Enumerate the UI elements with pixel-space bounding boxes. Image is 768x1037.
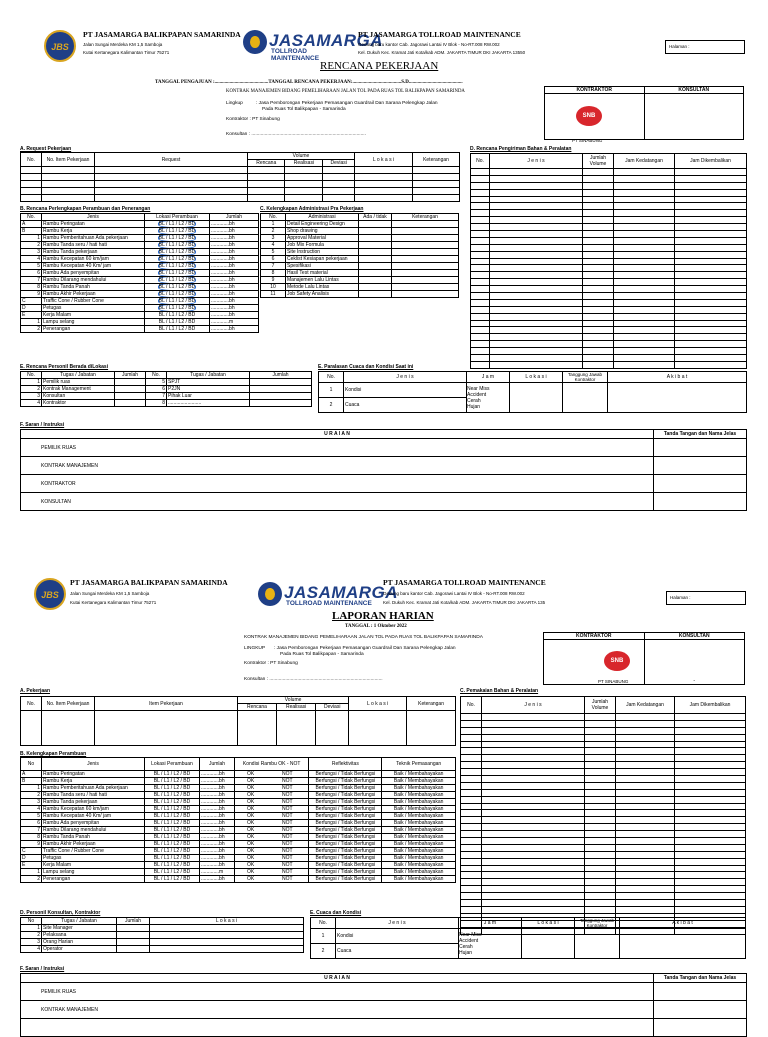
snb-logo: SNB [576,106,602,126]
company-right-addr1: Gedung baru kantor Cab. Jagorawi Lantai IV Blok - No-RT.008 RW.002 [383,591,525,596]
col-jumlah: Jumlah Volume [583,154,614,169]
lingkup-label: Lingkup [226,101,243,106]
table-row: 4 Rambu Kecepatan 60 km/jam BL / L1 / L2 / BD .............bh OK NOT Berfungsi / Tidak Berfungsi Baik / Membahayakan [21,806,456,813]
col-volume: Volume [248,153,355,160]
table-row [461,714,746,721]
col-tugas-2: Tugas / Jabatan [167,372,250,379]
col-no: No [21,918,42,925]
col-lokasi: L o k a s i [510,372,563,383]
company-left-addr1: Jalan Sungai Merdeka KM 1,5 Samboja [70,591,150,596]
konsultan-line: Konsultan : ...................................................................................... [226,132,366,137]
col-kondisi: Kondisi Rambu OK - NOT [235,758,309,771]
col-lokasi: L o k a s i [150,918,304,925]
snb-logo: SNB [604,651,630,671]
table-row: 9 Rambu Akhir Pekerjaan BL / L1 / L2 / BD .............bh OK NOT Berfungsi / Tidak Berfungsi Baik / Membahayakan [21,841,456,848]
lingkup-value: : Jasa Pemborongan Pekerjaan Pemasangan Guardrail Dan Sarana Pelengkap Jalan [274,646,456,651]
col-teknik: Teknik Pemasangan [382,758,456,771]
table-row [461,844,746,851]
table-row [461,865,746,872]
col-keterangan: Keterangan [392,214,459,221]
personil-konsultan-table [20,917,304,953]
halaman-label: Halaman : [670,595,691,600]
table-row: PEMILIK RUAS [21,983,747,1001]
col-realisasi: Realisasi [285,160,323,167]
table-row [461,741,746,748]
col-no: No. [21,372,42,379]
col-jumlah: Jumlah [115,372,146,379]
table-row: D Petugas BL / L1 / L2 / BD .............bh [21,305,259,312]
col-dikembalikan: Jam Dikembalikan [675,697,746,714]
col-item-pekerjaan: Item Pekerjaan [95,697,238,711]
table-row: 1 Lampu selang BL / L1 / L2 / BD .............m OK NOT Berfungsi / Tidak Berfungsi Baik / Membahayakan [21,869,456,876]
col-administrasi: Administrasi [286,214,359,221]
lingkup-value-2: Pada Ruas Tol Balikpapan - Samarinda [262,107,346,112]
table-row: 4 Job Mix Formula [261,242,459,249]
table-row: B Rambu Kerja BL / L1 / L2 / BD .............bh OK NOT Berfungsi / Tidak Berfungsi Baik / Membahayakan [21,778,456,785]
page-title: LAPORAN HARIAN [332,610,434,622]
table-row: 7 Spesifikasi [261,263,459,270]
col-jenis: Jenis [42,214,145,221]
section-a-title: A. Request Pekerjaan [20,146,72,152]
table-row: A Rambu Peringatan BL / L1 / L2 / BD .............bh [21,221,259,228]
table-row: PEMILIK RUAS [21,439,747,457]
col-jumlah: Jumlah [210,214,259,221]
date-line: TANGGAL PENGAJUAN :...........................................TANGGAL RENCANA PEKERJAAN:.......................................S.D........................................... [155,80,463,85]
halaman-box [666,591,746,605]
table-row [461,782,746,789]
table-row: 3 Orang Harian [21,939,304,946]
col-jumlah-2: Jumlah [250,372,312,379]
table-row [461,810,746,817]
table-row [461,851,746,858]
table-row: KONTRAK MANAJEMEN [21,457,747,475]
kontraktor-line: Kontraktor : PT Sinabung [244,661,298,666]
table-row [461,900,746,907]
col-uraian: U R A I A N [21,430,654,439]
col-jumlah: Jumlah Volume [585,697,616,714]
col-no: No. [21,153,42,167]
table-row: 1 Rambu Pemberitahuan Ada pekerjaan BL / L1 / L2 / BD .............bh [21,235,259,242]
col-volume: Volume [238,697,349,704]
table-row [461,893,746,900]
col-lokasi: Lokasi Perambuan [145,214,210,221]
table-row [461,776,746,783]
company-right-name: PT JASAMARGA TOLLROAD MAINTENANCE [383,578,546,587]
table-row [21,1019,747,1037]
snb-name: PT SINABUNG [572,138,603,143]
col-rencana: Rencana [238,704,277,711]
table-row [461,824,746,831]
col-dikembalikan: Jam Dikembalikan [675,154,747,169]
table-row [461,727,746,734]
table-row: 4 Kontraktor 8 ........................ [21,400,312,407]
col-jenis: J e n i s [482,697,585,714]
company-left-addr2: Kutai Kertanegara Kalimantan Timur 75271 [70,600,157,605]
col-jenis: J e n i s [344,372,467,383]
table-row [21,711,456,746]
table-row: 9 Rambu Akhir Pekerjaan BL / L1 / L2 / BD .............bh [21,291,259,298]
table-row [461,838,746,845]
col-request: Request [95,153,248,167]
lingkup-value: : Jasa Pemborongan Pekerjaan Pemasangan Guardrail Dan Sarana Pelengkap Jalan [256,101,438,106]
col-no: No [21,758,42,771]
cuaca-table: No. J e n i s J a m L o k a s i Tanggung Jawab Kontraktor A k i b a t 1 Kondisi Near Miss Accident Cerah Hujan 2 Cuaca [318,371,747,413]
company-right-addr1: Gedung baru kantor Cab. Jagorawi Lantai IV Blok - No-RT.008 RW.002 [358,42,500,47]
table-row: 6 Ceklist Kesiapan pekerjaan [261,256,459,263]
col-jenis: J e n i s [336,918,459,929]
table-row: 9 Manajemen Lalu Lintas [261,277,459,284]
col-ttd: Tanda Tangan dan Nama Jelas [654,430,747,439]
tanggal-line: TANGGAL : 1 Oktober 2022 [345,624,407,629]
col-ada-tidak: Ada / tidak [359,214,392,221]
table-row: 5 Rambu Kecepatan 40 Km/ jam BL / L1 / L2 / BD .............bh [21,263,259,270]
col-keterangan: Keterangan [407,697,456,711]
col-no: No. [471,154,490,169]
col-lokasi: L o k a s i [354,153,412,167]
col-akibat: A k i b a t [608,372,747,383]
col-deviasi: Deviasi [323,160,355,167]
col-ttd: Tanda Tangan dan Nama Jelas [654,974,747,983]
section-d-title: D. Personil Konsultan, Kontraktor [20,910,101,916]
col-tugas: Tugas / Jabatan [42,372,115,379]
section-e-title: E. Cuaca dan Kondisi [310,910,362,916]
col-uraian: U R A I A N [21,974,654,983]
table-row: 10 Metode Lalu Lintas [261,284,459,291]
table-row: 3 Approval Material [261,235,459,242]
col-no: No. [311,918,336,929]
table-row: B Rambu Kerja BL / L1 / L2 / BD .............bh [21,228,259,235]
col-realisasi: Realisasi [276,704,315,711]
col-no: No. [319,372,344,383]
company-left-name: PT JASAMARGA BALIKPAPAN SAMARINDA [70,578,228,587]
col-deviasi: Deviasi [316,704,349,711]
table-row: 2 Pelaksana [21,932,304,939]
table-row: 2 Penerangan BL / L1 / L2 / BD .............bh OK NOT Berfungsi / Tidak Berfungsi Baik / Membahayakan [21,876,456,883]
company-left-name: PT JASAMARGA BALIKPAPAN SAMARINDA [83,30,241,39]
table-row: 11 Job Safety Analisis [261,291,459,298]
halaman-label: Halaman : [669,44,690,49]
col-tanggung-jawab: Tanggung Jawab Kontraktor [563,372,608,383]
col-jam: J a m [459,918,522,929]
col-tanggung-jawab: Tanggung Jawab Kontraktor [575,918,620,929]
table-row: 1 Detail Engineering Design [261,221,459,228]
table-row: 1 Pemilik ruas 5 SPJT [21,379,312,386]
table-row: 3 Rambu Tanda pekerjaan BL / L1 / L2 / BD .............bh OK NOT Berfungsi / Tidak Berfungsi Baik / Membahayakan [21,799,456,806]
table-row [461,789,746,796]
table-row: 2 Rambu Tanda seru / hati hati BL / L1 / L2 / BD .............bh OK NOT Berfungsi / Tidak Berfungsi Baik / Membahayakan [21,792,456,799]
col-no: No. [21,697,42,711]
section-c-title: C. Pemakaian Bahan & Peralatan [460,688,539,694]
table-row: 3 Rambu Tanda pekerjaan BL / L1 / L2 / BD .............bh [21,249,259,256]
col-lokasi: L o k a s i [522,918,575,929]
table-row: KONTRAKTOR [21,475,747,493]
col-no: No. [21,214,42,221]
table-row [461,803,746,810]
table-row: A Rambu Peringatan BL / L1 / L2 / BD .............bh OK NOT Berfungsi / Tidak Berfungsi Baik / Membahayakan [21,771,456,778]
table-row: 7 Rambu Dilarang mendahului BL / L1 / L2 / BD .............bh OK NOT Berfungsi / Tidak Berfungsi Baik / Membahayakan [21,827,456,834]
col-reflektivitas: Reflektivitas [309,758,382,771]
col-no: No. [261,214,286,221]
lingkup-value-2: Pada Ruas Tol Balikpapan - Samarinda [280,652,364,657]
table-row: 1 Rambu Pemberitahuan Ada pekerjaan BL / L1 / L2 / BD .............bh OK NOT Berfungsi / Tidak Berfungsi Baik / Membahayakan [21,785,456,792]
kelengkapan-perambuan-table [20,757,456,883]
table-row: 6 Rambu Ada penyempitan BL / L1 / L2 / BD .............bh OK NOT Berfungsi / Tidak Berfungsi Baik / Membahayakan [21,820,456,827]
table-row: 2 Kontrak Management 6 P2JN [21,386,312,393]
table-row: 4 Rambu Kecepatan 60 km/jam BL / L1 / L2 / BD .............bh [21,256,259,263]
kontrak-line: KONTRAK MANAJEMEN BIDANG PEMELIHARAAN JALAN TOL PADA RUAS TOL BALIKPAPAN SAMARINDA [226,89,465,94]
col-jumlah: Jumlah [200,758,235,771]
col-jumlah: Jumlah [117,918,150,925]
pekerjaan-table [20,696,456,746]
col-no-2: No. [146,372,167,379]
section-d-title: D. Rencana Pengiriman Bahan & Peralatan [470,146,572,152]
table-row: D Petugas BL / L1 / L2 / BD .............bh OK NOT Berfungsi / Tidak Berfungsi Baik / Membahayakan [21,855,456,862]
col-jenis: J e n i s [490,154,583,169]
col-no: No. [461,697,482,714]
page-title: RENCANA PEKERJAAN [320,60,439,72]
table-row [461,879,746,886]
table-row: E Kerja Malam BL / L1 / L2 / BD .............bh [21,312,259,319]
jasamarga-logo: JASAMARGA TOLLROAD MAINTENANCE [258,580,378,610]
col-kedatangan: Jam Kedatangan [616,697,675,714]
konsultan-line: Konsultan : ..................................................................................... [244,677,383,682]
company-left-addr1: Jalan Sungai Merdeka KM 1,5 Samboja [83,42,163,47]
table-row [461,796,746,803]
table-row: 2 Rambu Tanda seru / hati hati BL / L1 / L2 / BD .............bh [21,242,259,249]
sign-kontraktor-header: KONTRAKTOR [545,87,645,94]
table-row: 6 Rambu Ada penyempitan BL / L1 / L2 / BD .............bh [21,270,259,277]
col-rencana: Rencana [248,160,285,167]
table-row: 5 Rambu Kecepatan 40 Km/ jam BL / L1 / L2 / BD .............bh OK NOT Berfungsi / Tidak Berfungsi Baik / Membahayakan [21,813,456,820]
col-tugas: Tugas / Jabatan [42,918,117,925]
section-a-title: A. Pekerjaan [20,688,51,694]
company-left-addr2: Kutai Kertanegara Kalimantan Timur 75271 [83,50,170,55]
col-kedatangan: Jam Kedatangan [614,154,675,169]
col-item: No. Item Pekerjaan [42,153,95,167]
jbs-logo: JBS [34,578,66,610]
table-row: KONSULTAN [21,493,747,511]
section-b-title: B. Kelengkapan Perambuan [20,751,87,757]
col-lokasi: L o k a s i [349,697,407,711]
table-row: C Traffic Cone / Rubber Cone BL / L1 / L2 / BD .............bh OK NOT Berfungsi / Tidak Berfungsi Baik / Membahayakan [21,848,456,855]
table-row [461,886,746,893]
table-row [461,748,746,755]
cuaca-kondisi-table: No. J e n i s J a m L o k a s i Tanggung Jawab Kontraktor A k i b a t 1 Kondisi Near Miss Accident Cerah Hujan 2 Cuaca [310,917,746,959]
table-row: 8 Rambu Tanda Panah BL / L1 / L2 / BD .............bh [21,284,259,291]
col-jenis: Jenis [42,758,145,771]
kontraktor-line: Kontraktor : PT Sinabung [226,117,280,122]
section-e-title: E. Rencana Personil Berada diLokasi [20,364,109,370]
section-cuaca-title: E. Paralasan Cuaca dan Kondisi Saat ini [318,364,414,370]
table-row: 2 Shop drawing [261,228,459,235]
pemakaian-table [460,696,746,935]
lingkup-label: LINGKUP [244,646,266,651]
col-akibat: A k i b a t [620,918,746,929]
table-row [461,755,746,762]
jbs-logo: JBS [44,30,76,62]
table-row [461,872,746,879]
col-lokasi: Lokasi Perambuan [145,758,200,771]
konsultan-sign-dash: - [644,640,745,685]
table-row: 8 Hasil Test material [261,270,459,277]
table-row: 2 Penerangan BL / L1 / L2 / BD .............bh [21,326,259,333]
table-row [461,720,746,727]
sign-konsultan-header: KONSULTAN [644,633,745,640]
snb-name: PT SINABUNG [598,679,629,684]
signature-table [543,632,745,685]
col-keterangan: Keterangan [412,153,459,167]
sign-konsultan-header: KONSULTAN [644,87,744,94]
section-f-title: F. Saran / Instruksi [20,422,65,428]
table-row: E Kerja Malam BL / L1 / L2 / BD .............bh OK NOT Berfungsi / Tidak Berfungsi Baik / Membahayakan [21,862,456,869]
section-b-title: B. Rencana Perlengkapan Perambuan dan Penerangan [20,206,151,212]
table-row: KONTRAK MANAJEMEN [21,1001,747,1019]
table-row [461,762,746,769]
table-row: 5 Site Instruction [261,249,459,256]
table-row: 4 Operator [21,946,304,953]
table-row: 8 Rambu Tanda Panah BL / L1 / L2 / BD .............bh OK NOT Berfungsi / Tidak Berfungsi Baik / Membahayakan [21,834,456,841]
table-row: 7 Rambu Dilarang mendahului BL / L1 / L2 / BD .............bh [21,277,259,284]
kontrak-line: KONTRAK MANAJEMEN BIDANG PEMELIHARAAN JALAN TOL PADA RUAS TOL BALIKPAPAN SAMARINDA [244,635,483,640]
table-row [461,734,746,741]
sign-kontraktor-header: KONTRAKTOR [544,633,645,640]
table-row [461,769,746,776]
table-row [461,817,746,824]
table-row: 1 Lampu selang BL / L1 / L2 / BD .............m [21,319,259,326]
table-row [461,831,746,838]
col-item: No. Item Pekerjaan [42,697,95,711]
table-row: 3 Konsultan 7 Pihak Luar [21,393,312,400]
saran-table [20,973,747,1037]
table-row: C Traffic Cone / Rubber Cone BL / L1 / L2 / BD .............bh [21,298,259,305]
section-c-title: C. Kelengkapan Administrasi Pra Pekerjaan [260,206,364,212]
company-right-name: PT JASAMARGA TOLLROAD MAINTENANCE [358,30,521,39]
table-row [461,906,746,913]
jasamarga-logo: JASAMARGA TOLLROAD MAINTENANCE [243,28,353,58]
company-right-addr2: Kel. Dukuh Kec. Kramat Jati Kota/kab ADM. JAKARTA TIMUR DKI JAKARTA 13550 [358,50,526,55]
section-f-title: F. Saran / Instruksi [20,966,65,972]
table-row [461,858,746,865]
table-row: 1 Site Manager [21,925,304,932]
company-right-addr2: Kel. Dukuh Kec. Kramat Jati Kota/kab ADM. JAKARTA TIMUR DKI JAKARTA 135 [383,600,546,605]
col-jam: J a m [467,372,510,383]
